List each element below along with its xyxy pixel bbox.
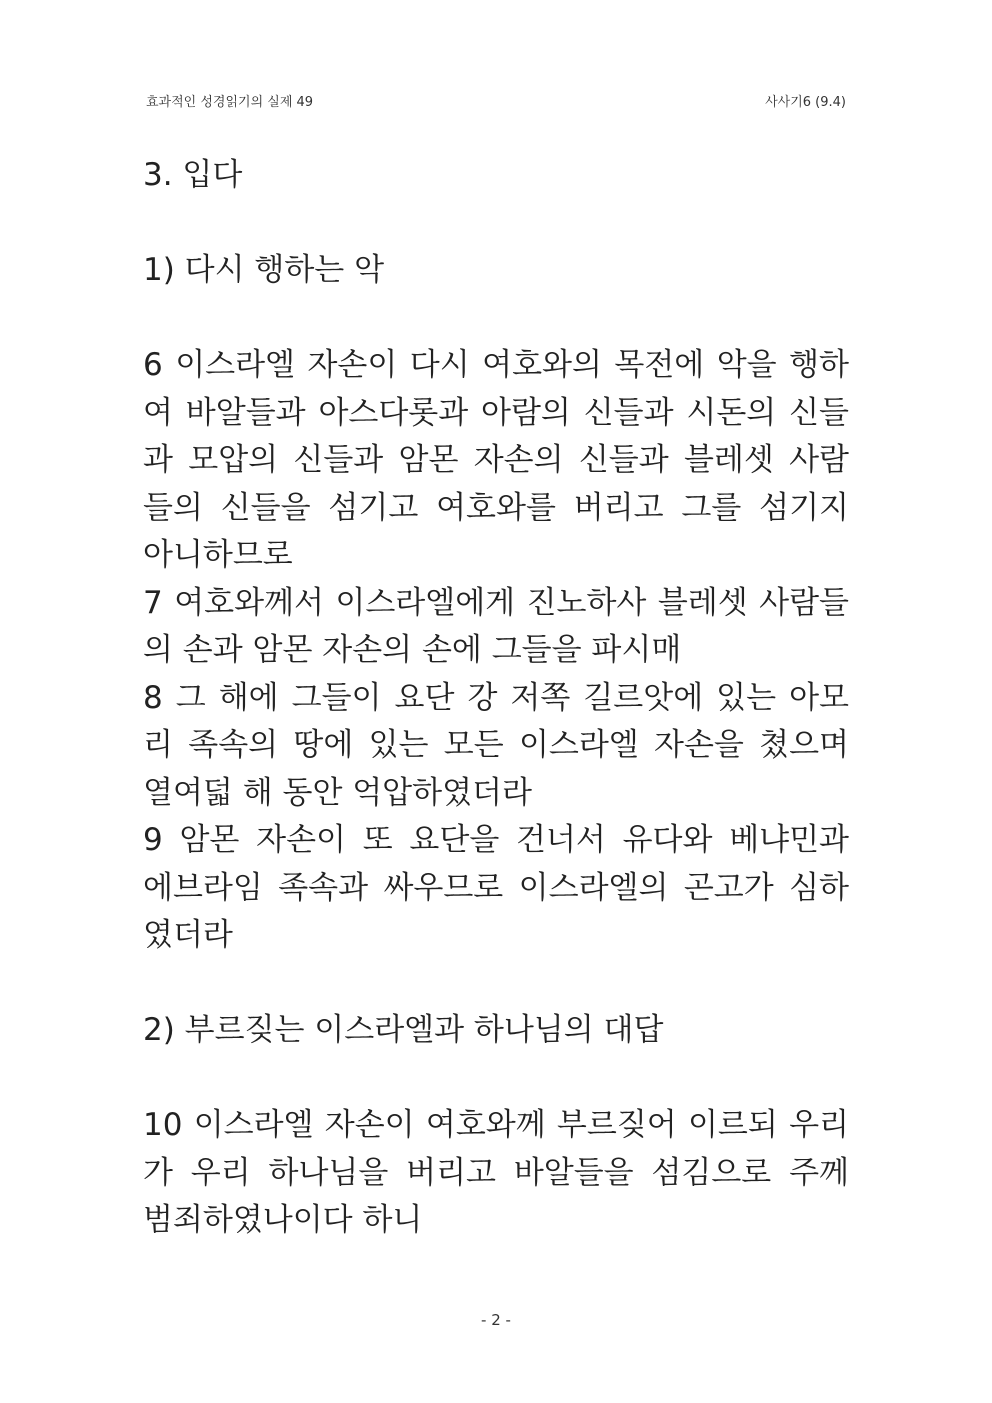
- blank-line: [143, 960, 849, 1008]
- verse-line: 여 바알들과 아스다롯과 아람의 신들과 시돈의 신들: [143, 394, 849, 431]
- verse-line: 과 모압의 신들과 암몬 자손의 신들과 블레셋 사람: [143, 442, 849, 478]
- verse-line: 의 손과 암몬 자손의 손에 그들을 파시매: [143, 632, 682, 668]
- verse-line: 10 이스라엘 자손이 여호와께 부르짖어 이르되 우리: [143, 1107, 849, 1143]
- verse-line: 리 족속의 땅에 있는 모든 이스라엘 자손을 쳤으며: [143, 727, 849, 763]
- header-book-title: 효과적인 성경읽기의 실제 49: [146, 95, 314, 110]
- subsection-title-1: 1) 다시 행하는 악: [143, 252, 385, 288]
- blank-line: [143, 200, 849, 248]
- page-body: [143, 152, 849, 1245]
- verse-line: 아니하므로: [143, 537, 293, 573]
- page-number: - 2 -: [481, 1311, 511, 1329]
- blank-line: [143, 295, 849, 343]
- verse-line: 들의 신들을 섬기고 여호와를 버리고 그를 섬기지: [143, 489, 849, 526]
- verse-line: 에브라임 족속과 싸우므로 이스라엘의 곤고가 심하: [143, 869, 849, 906]
- blank-line: [143, 1055, 849, 1103]
- verse-line: 8 그 해에 그들이 요단 강 저쪽 길르앗에 있는 아모: [143, 679, 849, 716]
- verse-line: 열여덟 해 동안 억압하였더라: [143, 774, 532, 811]
- verse-line: 가 우리 하나님을 버리고 바알들을 섬김으로 주께: [143, 1154, 849, 1191]
- header-chapter-date: 사사기6 (9.4): [765, 95, 846, 110]
- verse-line: 9 암몬 자손이 또 요단을 건너서 유다와 베냐민과: [143, 822, 849, 858]
- verse-9: [143, 817, 849, 960]
- verse-7: [143, 580, 849, 675]
- page-header: [146, 91, 846, 111]
- verse-6: [143, 342, 849, 580]
- verse-10: [143, 1102, 849, 1245]
- verse-8: [143, 675, 849, 818]
- subsection-title-2: 2) 부르짖는 이스라엘과 하나님의 대답: [143, 1012, 664, 1048]
- verse-line: 였더라: [143, 917, 233, 953]
- section-title: 3. 입다: [143, 157, 243, 193]
- page-footer: [0, 1311, 992, 1329]
- verse-line: 6 이스라엘 자손이 다시 여호와의 목전에 악을 행하: [143, 347, 849, 383]
- verse-line: 7 여호와께서 이스라엘에게 진노하사 블레셋 사람들: [143, 584, 849, 621]
- verse-line: 범죄하였나이다 하니: [143, 1202, 423, 1238]
